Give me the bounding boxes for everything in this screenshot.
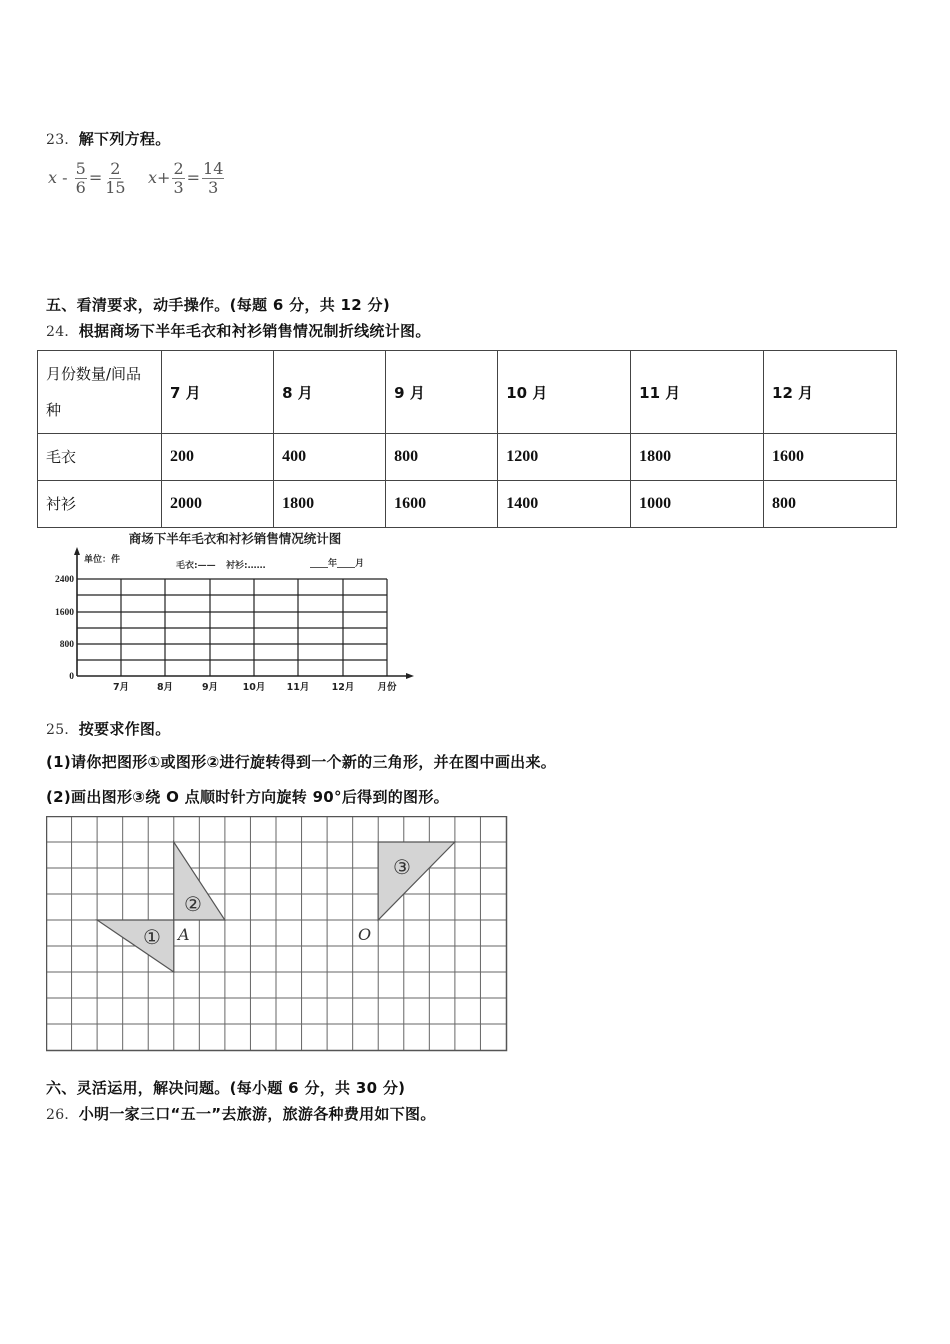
numerator: 5 [75, 159, 86, 178]
x-axis-label: 月份 [377, 682, 397, 693]
triangle-1-label: ① [143, 925, 161, 949]
numerator: 2 [110, 159, 121, 178]
x-axis-arrow-icon [406, 673, 414, 679]
table-cell: 1800 [631, 434, 764, 481]
table-cell: 1200 [498, 434, 631, 481]
x-tick-label: 12月 [331, 682, 355, 693]
triangle-3 [378, 842, 455, 920]
table-cell: 1800 [274, 481, 386, 528]
blank-line-chart [40, 528, 430, 698]
column-header: 10 月 [498, 351, 631, 434]
column-header: 11 月 [631, 351, 764, 434]
fraction [104, 160, 126, 197]
chart-grid [77, 579, 387, 676]
question-title: 小明一家三口“五一”去旅游，旅游各种费用如下图。 [78, 1105, 436, 1123]
equals: = [88, 168, 103, 187]
y-tick-label: 0 [69, 672, 74, 682]
row-label: 毛衣 [38, 434, 162, 481]
y-tick-label: 2400 [55, 575, 74, 585]
question-26 [46, 1103, 436, 1124]
x-tick-label: 11月 [286, 682, 310, 693]
fraction [75, 160, 87, 197]
table-cell: 1400 [498, 481, 631, 528]
denominator: 15 [105, 178, 126, 197]
question-25-part-2: (2)画出图形③绕 O 点顺时针方向旋转 90°后得到的图形。 [46, 788, 449, 806]
date-blank: ____年____月 [310, 559, 365, 569]
y-tick-label: 800 [59, 640, 74, 650]
denominator: 3 [173, 178, 184, 197]
question-25 [46, 718, 171, 739]
table-cell: 200 [162, 434, 274, 481]
question-number: 23． [46, 132, 79, 148]
table-cell: 1600 [386, 481, 498, 528]
operator: + [157, 168, 171, 187]
table-cell: 800 [386, 434, 498, 481]
point-o-label: O [358, 925, 372, 944]
fraction [172, 160, 184, 197]
x-tick-label: 10月 [242, 682, 266, 693]
question-title: 按要求作图。 [78, 720, 171, 738]
equals: = [186, 168, 201, 187]
fraction [202, 160, 224, 197]
x-tick-label: 7月 [112, 682, 130, 693]
section-6-heading: 六、灵活运用，解决问题。(每小题 6 分，共 30 分) [46, 1079, 406, 1097]
table-cell: 400 [274, 434, 386, 481]
triangle-3-label: ③ [393, 855, 411, 879]
equation-2 [148, 160, 226, 197]
numerator: 14 [203, 159, 224, 178]
table-row [38, 481, 897, 528]
denominator: 6 [75, 178, 86, 197]
row-label: 衬衫 [38, 481, 162, 528]
question-number: 24． [46, 324, 79, 340]
table-cell: 800 [764, 481, 897, 528]
legend-shirt: 衬衫:…… [226, 561, 266, 571]
column-header: 7 月 [162, 351, 274, 434]
unit-label: 单位：件 [84, 555, 121, 565]
y-axis-arrow-icon [74, 547, 80, 555]
numerator: 2 [173, 159, 184, 178]
question-title: 解下列方程。 [78, 130, 171, 148]
table-cell: 1000 [631, 481, 764, 528]
sales-table [37, 350, 897, 528]
table-header-row [38, 351, 897, 434]
column-header: 9 月 [386, 351, 498, 434]
x-tick-label: 9月 [201, 682, 219, 693]
y-tick-label: 1600 [55, 608, 74, 618]
question-23 [46, 128, 171, 149]
section-5-heading: 五、看清要求，动手操作。(每题 6 分，共 12 分) [46, 296, 391, 314]
variable: x [148, 168, 158, 187]
column-header: 12 月 [764, 351, 897, 434]
question-number: 25． [46, 722, 79, 738]
question-number: 26． [46, 1107, 79, 1123]
question-25-part-1: (1)请你把图形①或图形②进行旋转得到一个新的三角形，并在图中画出来。 [46, 753, 557, 771]
equation-1 [48, 160, 129, 197]
point-a-label: A [178, 925, 190, 944]
table-cell: 2000 [162, 481, 274, 528]
triangle-2-label: ② [184, 892, 202, 916]
variable: x [48, 168, 58, 187]
question-title: 根据商场下半年毛衣和衬衫销售情况制折线统计图。 [78, 322, 431, 340]
question-24 [46, 320, 431, 341]
operator: - [62, 168, 68, 187]
rotation-grid [46, 816, 508, 1052]
table-row [38, 434, 897, 481]
table-cell: 1600 [764, 434, 897, 481]
corner-header: 月份数量/间品种 [38, 351, 162, 434]
legend-sweater: 毛衣:—— [176, 561, 216, 571]
chart-title: 商场下半年毛衣和衬衫销售情况统计图 [128, 531, 342, 546]
denominator: 3 [208, 178, 219, 197]
x-tick-label: 8月 [156, 682, 174, 693]
column-header: 8 月 [274, 351, 386, 434]
